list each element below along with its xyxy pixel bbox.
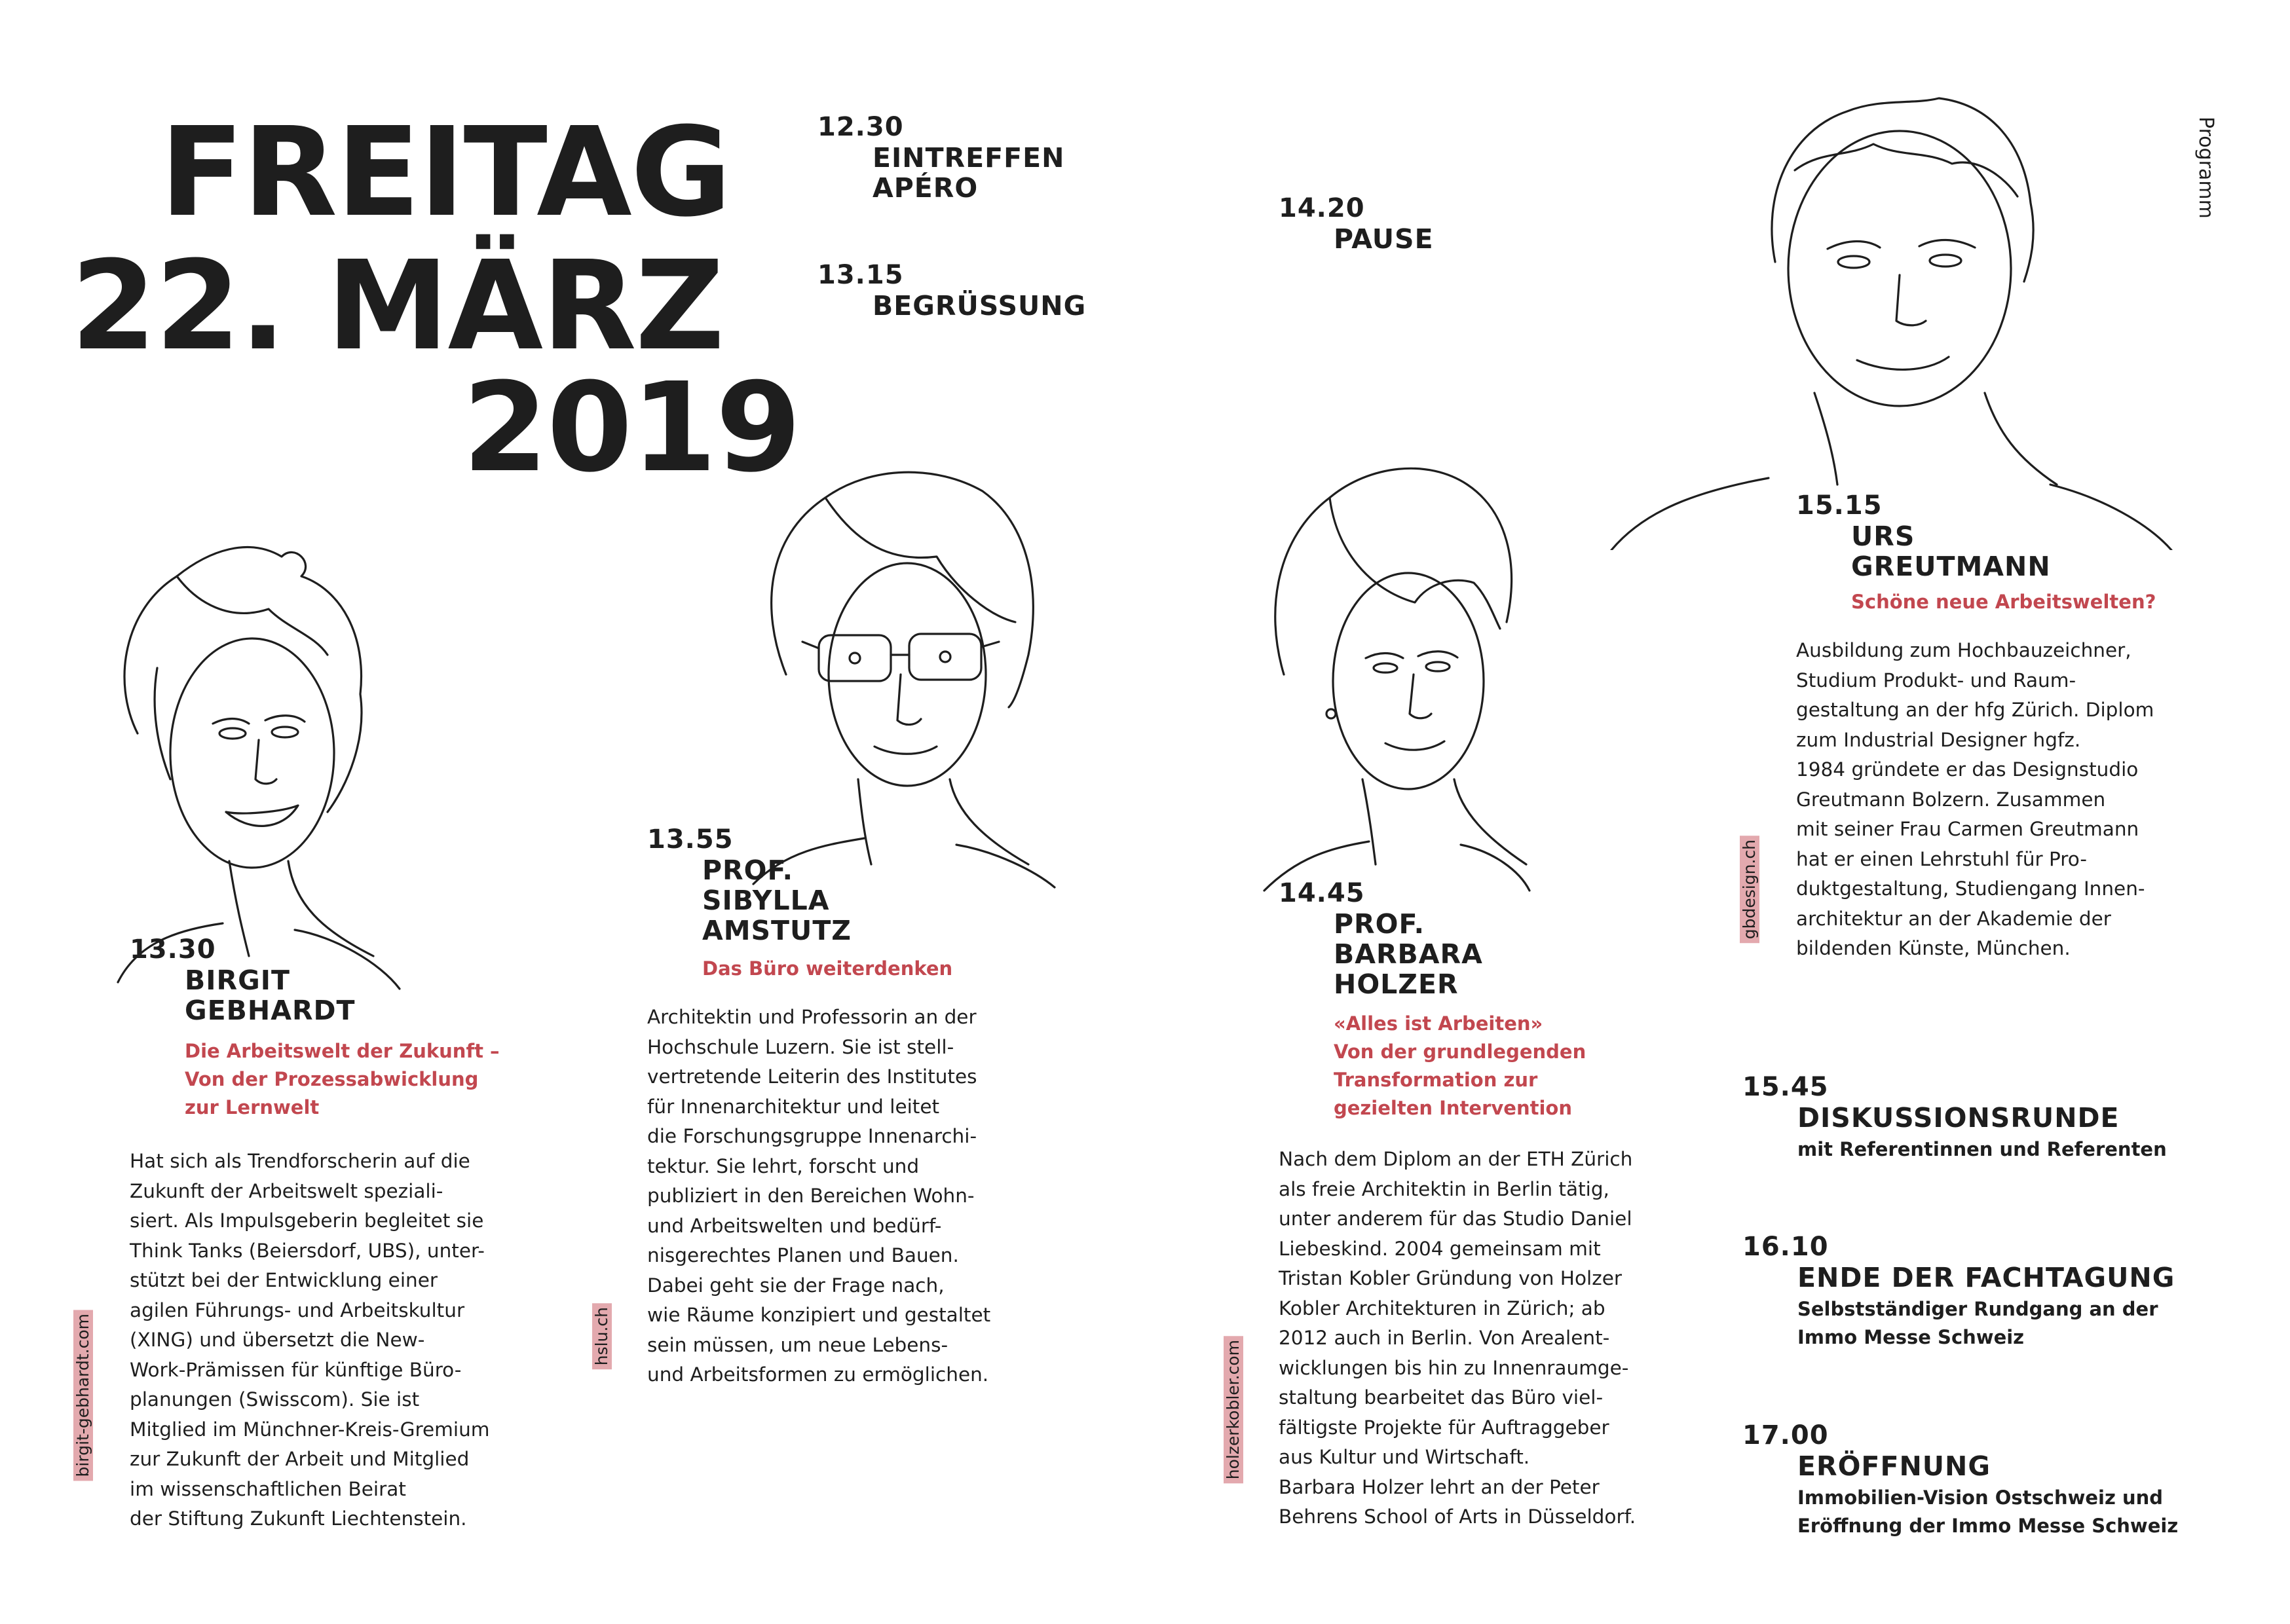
bio-line: Kobler Architekturen in Zürich; ab: [1279, 1297, 1605, 1320]
talk-title: Die Arbeitswelt der Zukunft –: [185, 1040, 500, 1062]
talk-title: Von der grundlegenden: [1334, 1041, 1586, 1063]
bio-line: publiziert in den Bereichen Wohn-: [647, 1185, 975, 1207]
website-link[interactable]: gbdesign.ch: [1740, 836, 1759, 943]
schedule-title: ERÖFFNUNG: [1797, 1450, 1991, 1482]
bio-line: Dabei geht sie der Frage nach,: [647, 1274, 945, 1297]
speaker-name: PROF.: [702, 855, 794, 886]
bio-line: bildenden Künste, München.: [1796, 937, 2071, 959]
schedule-item-ende: [1742, 1234, 2175, 1352]
bio-line: und Arbeitswelten und bedürf-: [647, 1214, 942, 1237]
speaker-block-greutmann: [1796, 492, 2156, 964]
schedule-subtitle: mit Referentinnen und Referenten: [1797, 1138, 2167, 1160]
schedule-subtitle: Selbstständiger Rundgang an der: [1797, 1298, 2158, 1320]
talk-title: «Alles ist Arbeiten»: [1334, 1012, 1543, 1035]
schedule-time: 14.20: [1279, 193, 1365, 223]
schedule-item-diskussion: [1742, 1074, 2167, 1164]
talk-title: Schöne neue Arbeitswelten?: [1851, 591, 2156, 613]
bio-line: für Innenarchitektur und leitet: [647, 1095, 940, 1118]
headline-day: FREITAG: [160, 101, 731, 244]
talk-title: Das Büro weiterdenken: [702, 957, 953, 980]
schedule-subtitle: Eröffnung der Immo Messe Schweiz: [1797, 1515, 2179, 1537]
programm-label: Programm: [2194, 117, 2217, 219]
speaker-name: BARBARA: [1334, 938, 1483, 970]
speaker-time: 15.15: [1796, 490, 1883, 521]
speaker-name: PROF.: [1334, 908, 1425, 940]
bio-line: wicklungen bis hin zu Innenraumge-: [1279, 1356, 1629, 1379]
schedule-time: 13.15: [817, 260, 904, 290]
schedule-time: 16.10: [1742, 1232, 1829, 1262]
website-link[interactable]: birgit-gebhardt.com: [73, 1310, 93, 1481]
headline-year: 2019: [462, 356, 800, 500]
speaker-name: AMSTUTZ: [702, 915, 852, 946]
bio-line: Work-Prämissen für künftige Büro-: [130, 1358, 462, 1381]
bio-line: planungen (Swisscom). Sie ist: [130, 1388, 420, 1411]
bio-line: Studium Produkt- und Raum-: [1796, 669, 2076, 692]
bio-line: Zukunft der Arbeitswelt speziali-: [130, 1179, 443, 1202]
speaker-time: 14.45: [1279, 878, 1365, 908]
bio-line: zur Zukunft der Arbeit und Mitglied: [130, 1448, 470, 1470]
bio-line: sein müssen, um neue Lebens-: [647, 1333, 948, 1356]
schedule-title: BEGRÜSSUNG: [873, 290, 1087, 322]
speaker-name: GREUTMANN: [1851, 551, 2051, 582]
schedule-item-pause: [1279, 195, 1434, 254]
website-link[interactable]: holzerkobler.com: [1224, 1336, 1243, 1483]
bio-line: als freie Architektin in Berlin tätig,: [1279, 1177, 1609, 1200]
bio-line: Liebeskind. 2004 gemeinsam mit: [1279, 1237, 1601, 1260]
bio-line: Barbara Holzer lehrt an der Peter: [1279, 1475, 1600, 1498]
schedule-title: ENDE DER FACHTAGUNG: [1797, 1262, 2175, 1293]
schedule-time: 12.30: [817, 112, 904, 142]
bio-line: Hat sich als Trendforscherin auf die: [130, 1150, 470, 1172]
bio-line: vertretende Leiterin des Institutes: [647, 1065, 977, 1088]
headline-date: 22. MÄRZ: [71, 234, 724, 378]
speaker-block-gebhardt: [130, 936, 500, 1534]
portrait-sibylla-amstutz: [740, 458, 1061, 891]
bio-line: Think Tanks (Beiersdorf, UBS), unter-: [130, 1239, 485, 1262]
bio-line: Nach dem Diplom an der ETH Zürich: [1279, 1148, 1633, 1170]
bio-line: aus Kultur und Wirtschaft.: [1279, 1446, 1530, 1468]
speaker-block-holzer: [1279, 880, 1636, 1532]
bio-line: Greutmann Bolzern. Zusammen: [1796, 788, 2106, 811]
speaker-name: BIRGIT: [185, 965, 290, 996]
bio-line: tektur. Sie lehrt, forscht und: [647, 1154, 920, 1177]
schedule-title: PAUSE: [1334, 223, 1434, 255]
bio-line: mit seiner Frau Carmen Greutmann: [1796, 818, 2139, 840]
bio-line: Tristan Kobler Gründung von Holzer: [1279, 1267, 1622, 1289]
bio-line: der Stiftung Zukunft Liechtenstein.: [130, 1507, 467, 1530]
schedule-title: DISKUSSIONSRUNDE: [1797, 1102, 2120, 1134]
speaker-name: SIBYLLA: [702, 885, 830, 916]
bio-line: im wissenschaftlichen Beirat: [130, 1477, 406, 1500]
schedule-subtitle: Immo Messe Schweiz: [1797, 1326, 2025, 1348]
bio-line: unter anderem für das Studio Daniel: [1279, 1208, 1632, 1230]
bio-line: hat er einen Lehrstuhl für Pro-: [1796, 847, 2088, 870]
bio-line: staltung bearbeitet das Büro viel-: [1279, 1386, 1604, 1409]
bio-line: nisgerechtes Planen und Bauen.: [647, 1244, 959, 1266]
schedule-subtitle: Immobilien-Vision Ostschweiz und: [1797, 1486, 2164, 1509]
bio-line: (XING) und übersetzt die New-: [130, 1329, 425, 1351]
bio-line: Behrens School of Arts in Düsseldorf.: [1279, 1505, 1636, 1528]
talk-title: zur Lernwelt: [185, 1096, 320, 1118]
bio-line: wie Räume konzipiert und gestaltet: [647, 1304, 991, 1326]
speaker-time: 13.30: [130, 934, 216, 965]
bio-line: architektur an der Akademie der: [1796, 907, 2111, 930]
schedule-item-begruessung: [817, 262, 1086, 321]
talk-title: Transformation zur: [1334, 1069, 1538, 1091]
schedule-title: EINTREFFEN: [873, 142, 1065, 174]
bio-line: die Forschungsgruppe Innenarchi-: [647, 1125, 977, 1147]
bio-line: gestaltung an der hfg Zürich. Diplom: [1796, 699, 2154, 721]
website-link[interactable]: hslu.ch: [592, 1303, 612, 1369]
portrait-barbara-holzer: [1258, 452, 1533, 897]
portrait-birgit-gebhardt: [98, 537, 406, 995]
portrait-urs-greutmann: [1598, 92, 2175, 550]
bio-line: Architektin und Professorin an der: [647, 1006, 977, 1028]
bio-line: siert. Als Impulsgeberin begleitet sie: [130, 1209, 484, 1232]
bio-line: stützt bei der Entwicklung einer: [130, 1269, 438, 1291]
bio-line: fältigste Projekte für Auftraggeber: [1279, 1416, 1609, 1439]
speaker-name: URS: [1851, 521, 1915, 552]
schedule-title: APÉRO: [873, 172, 979, 204]
bio-line: Mitglied im Münchner-Kreis-Gremium: [130, 1418, 490, 1441]
bio-line: Ausbildung zum Hochbauzeichner,: [1796, 639, 2131, 661]
schedule-item-eroeffnung: [1742, 1422, 2178, 1540]
speaker-block-amstutz: [647, 826, 990, 1390]
schedule-time: 15.45: [1742, 1072, 1829, 1102]
bio-line: duktgestaltung, Studiengang Innen-: [1796, 877, 2145, 900]
speaker-name: HOLZER: [1334, 969, 1459, 1000]
bio-line: und Arbeitsformen zu ermöglichen.: [647, 1363, 989, 1386]
bio-line: 2012 auch in Berlin. Von Arealent-: [1279, 1327, 1610, 1349]
speaker-name: GEBHARDT: [185, 995, 356, 1026]
speaker-time: 13.55: [647, 824, 734, 855]
talk-title: gezielten Intervention: [1334, 1097, 1572, 1119]
schedule-item-eintreffen: [817, 114, 1064, 203]
talk-title: Von der Prozessabwicklung: [185, 1068, 479, 1090]
schedule-time: 17.00: [1742, 1420, 1829, 1450]
bio-line: Hochschule Luzern. Sie ist stell-: [647, 1035, 954, 1058]
bio-line: 1984 gründete er das Designstudio: [1796, 758, 2139, 781]
bio-line: agilen Führungs- und Arbeitskultur: [130, 1299, 465, 1321]
bio-line: zum Industrial Designer hgfz.: [1796, 728, 2081, 751]
